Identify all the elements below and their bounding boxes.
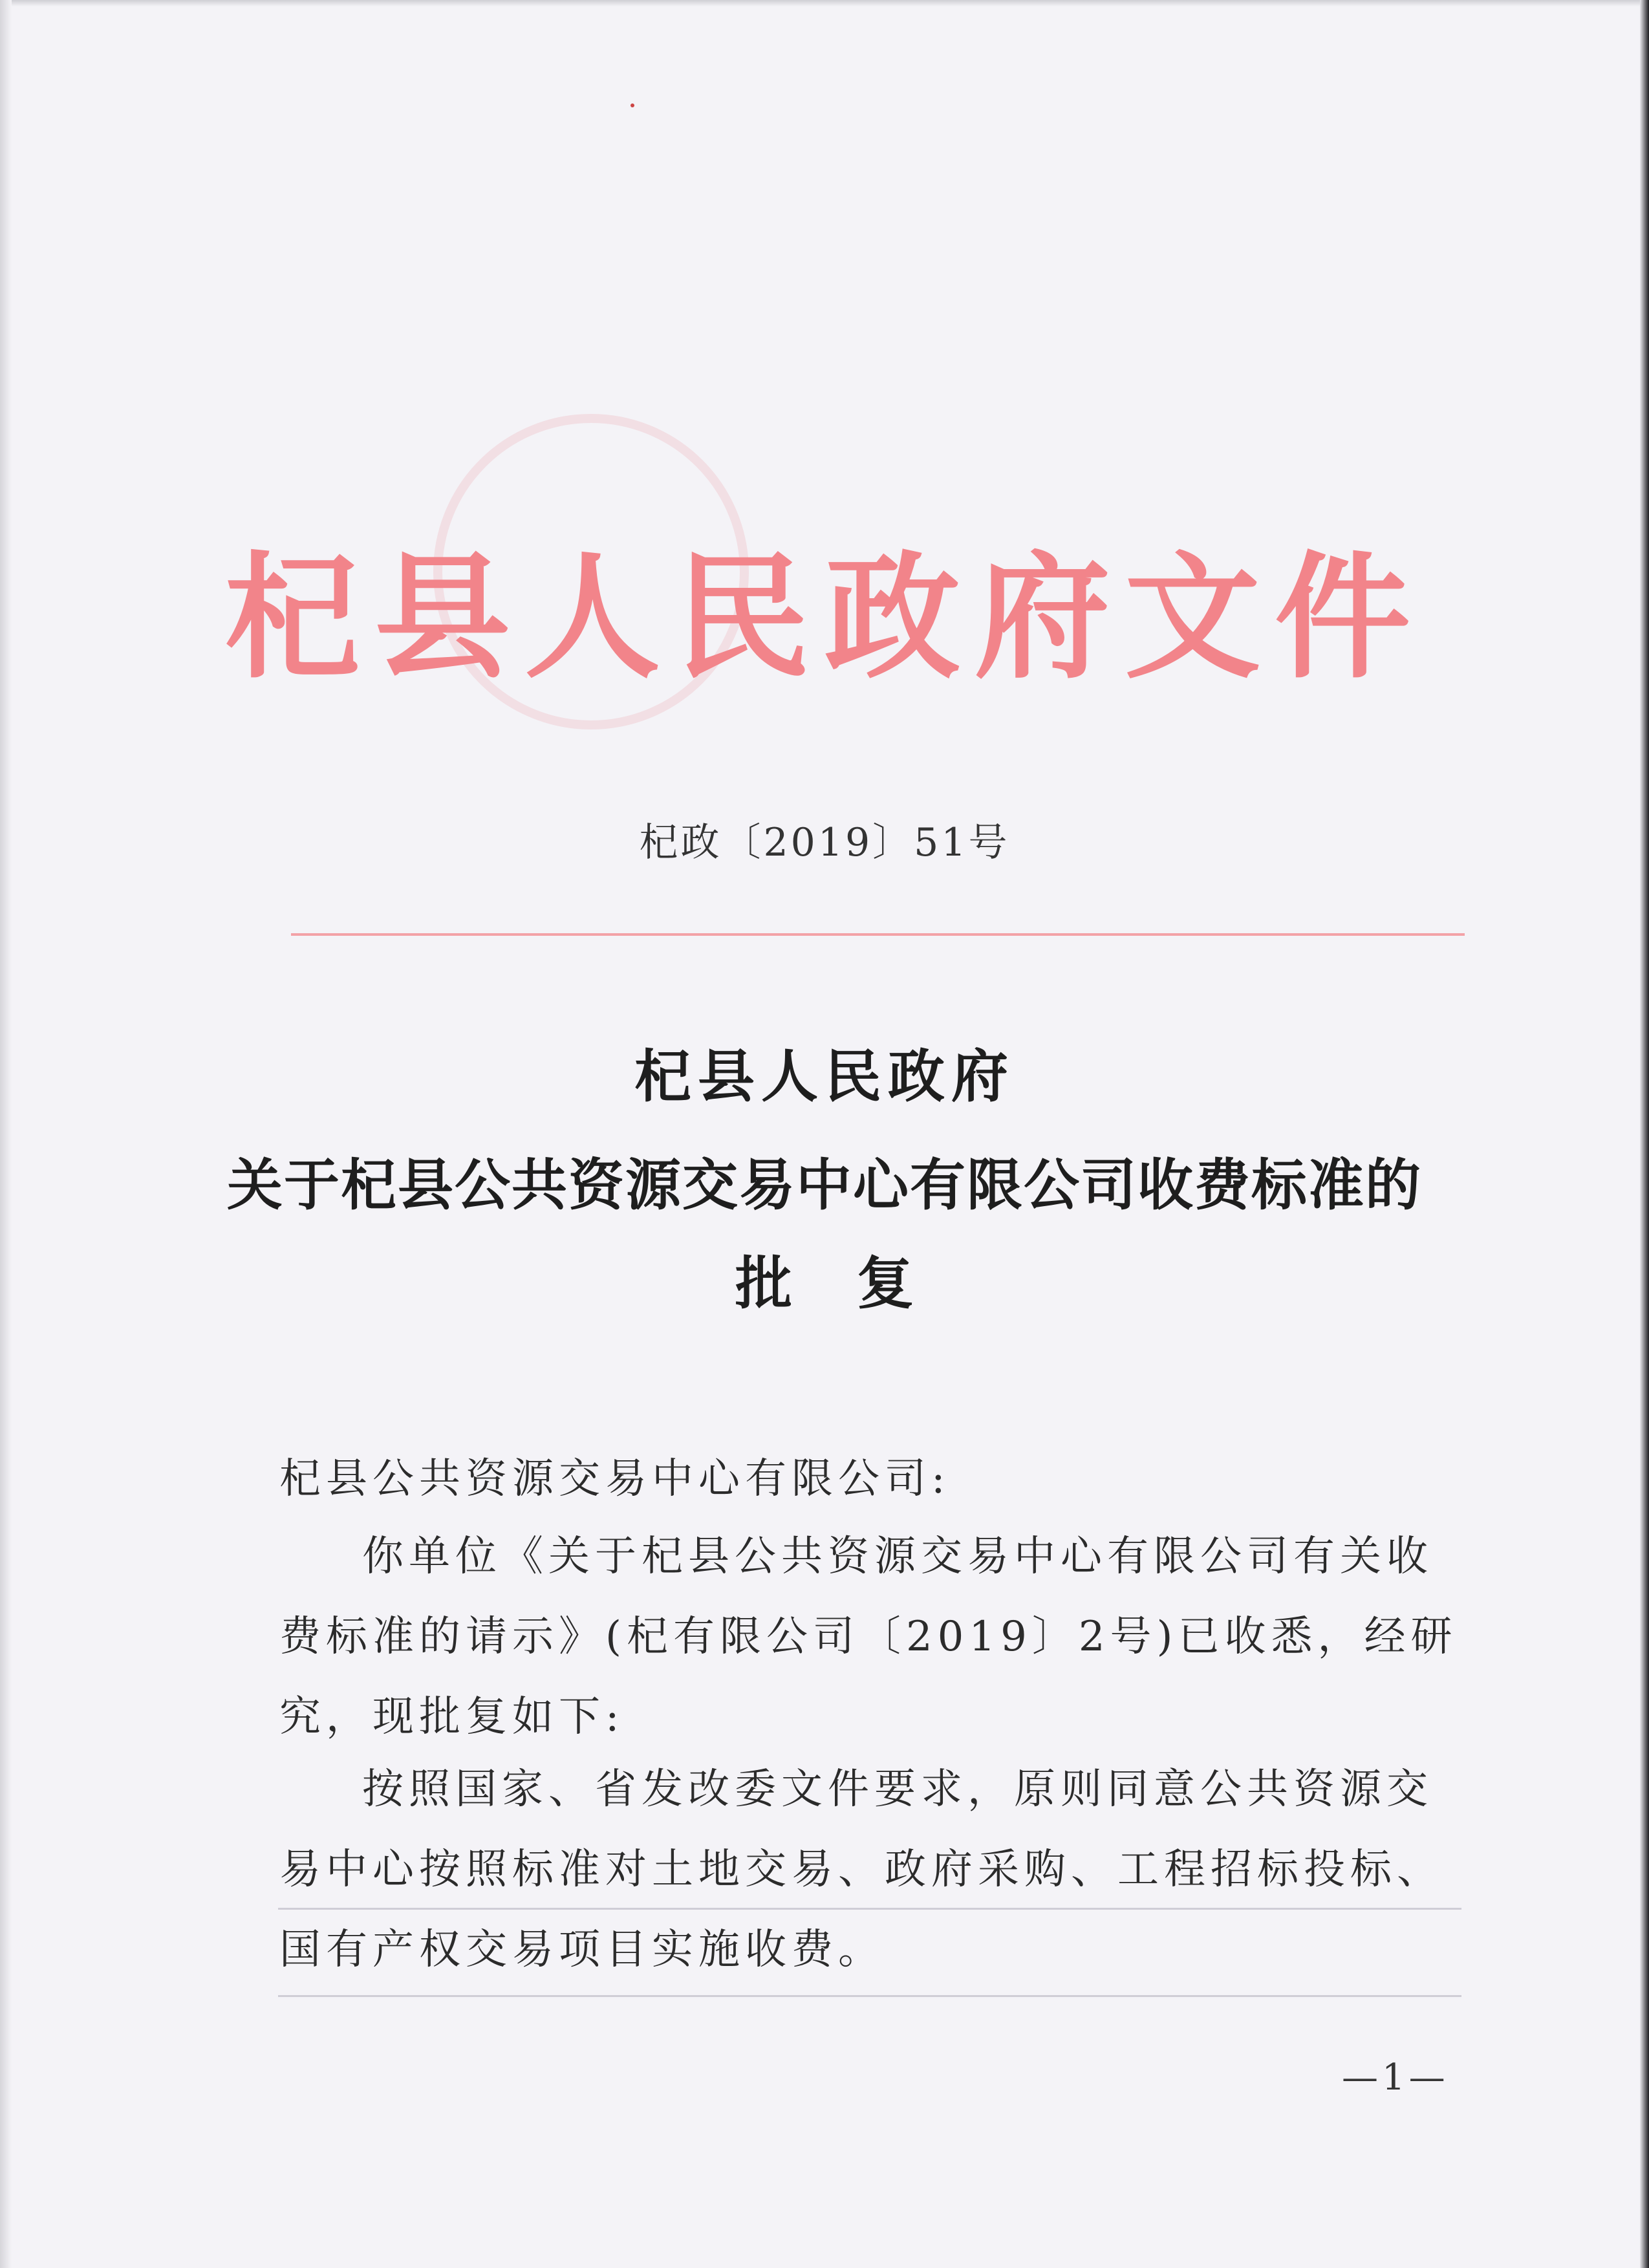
scan-edge-top <box>0 0 1649 6</box>
document-number: 杞政〔2019〕51号 <box>639 820 1010 865</box>
bleed-through-rule <box>278 1908 1461 1910</box>
paragraph-1: 你单位《关于杞县公共资源交易中心有限公司有关收费标准的请示》(杞有限公司〔2019〕2号)已收悉，经研究，现批复如下: <box>279 1533 1458 1741</box>
issuer-header: 杞县人民政府文件 <box>224 537 1425 697</box>
red-separator-rule <box>291 933 1465 936</box>
bleed-through-rule <box>278 1995 1461 1997</box>
salutation: 杞县公共资源交易中心有限公司: <box>279 1455 951 1503</box>
scan-edge-left <box>0 0 12 2268</box>
page-number: —1— <box>1342 2057 1449 2099</box>
title-line-3: 批复 <box>735 1249 978 1317</box>
paragraph-2: 按照国家、省发改委文件要求，原则同意公共资源交易中心按照标准对土地交易、政府采购、工程招标投标、国有产权交易项目实施收费。 <box>279 1766 1443 1974</box>
scan-edge-right <box>1640 0 1649 2268</box>
title-line-2: 关于杞县公共资源交易中心有限公司收费标准的 <box>227 1152 1422 1218</box>
title-line-1: 杞县人民政府 <box>634 1042 1015 1110</box>
scan-speck <box>630 103 634 107</box>
